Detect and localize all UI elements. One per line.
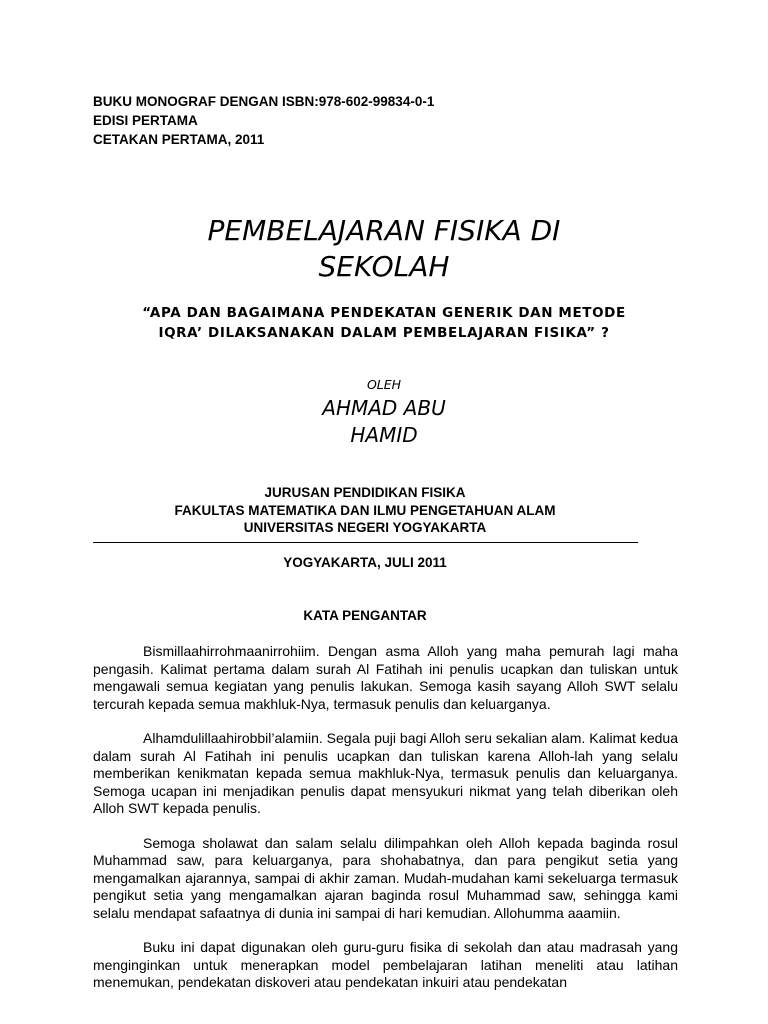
book-subtitle-line-1: “APA DAN BAGAIMANA PENDEKATAN GENERIK DAN METODE [142,305,626,321]
paragraph: Bismillaahirrohmaanirrohiim. Dengan asma Alloh yang maha pemurah lagi maha pengasih. Kalimat pertama dalam surah Al Fatihah ini penulis ucapkan dan tuliskan untuk mengawali semua kegiatan yang penulis lakukan. Semoga kasih sayang Alloh SWT selalu tercurah kepada semua makhluk-Nya, termasuk penulis dan keluarganya. [93,643,678,712]
faculty-name: FAKULTAS MATEMATIKA DAN ILMU PENGETAHUAN ALAM [174,502,556,518]
author-name [0,395,768,449]
book-subtitle-line-2: IQRA’ DILAKSANAKAN DALAM PEMBELAJARAN FISIKA” ? [158,325,610,341]
book-title-line-2: SEKOLAH [318,250,450,283]
paragraph: Alhamdulillaahirobbil’alamiin. Segala puji bagi Alloh seru sekalian alam. Kalimat kedua dalam surah Al Fatihah ini penulis ucapkan dan tuliskan karena Alloh-lah yang selalu memberikan kenikmatan kepada semua makhluk-Nya, termasuk penulis dan keluarganya. Semoga ucapan ini menjadikan penulis dapat mensyukuri nikmat yang telah diberikan oleh Alloh SWT kepada penulis. [93,730,678,816]
university-name: UNIVERSITAS NEGERI YOGYAKARTA [243,520,487,535]
department-name: JURUSAN PENDIDIKAN FISIKA [264,485,466,500]
horizontal-divider [93,542,638,543]
book-subtitle [0,303,768,343]
book-title-line-1: PEMBELAJARAN FISIKA DI [207,214,561,247]
byline-label: OLEH [366,377,402,392]
printing-line: CETAKAN PERTAMA, 2011 [93,132,265,147]
preface-body [93,643,678,1009]
section-heading: KATA PENGANTAR [303,608,427,623]
paragraph: Buku ini dapat digunakan oleh guru-guru fisika di sekolah dan atau madrasah yang menginginkan untuk menerapkan model pembelajaran latihan meneliti atau latihan menemukan, pendekatan diskoveri atau pendekatan inkuiri atau pendekatan [93,939,678,990]
author-name-line-1: AHMAD ABU [322,396,446,420]
book-title [0,213,768,285]
author-name-line-2: HAMID [350,423,418,447]
institution-block [93,484,637,537]
paragraph: Semoga sholawat dan salam selalu dilimpahkan oleh Alloh kepada baginda rosul Muhammad saw, para keluarganya, para shohabatnya, dan para pengikut setia yang mengamalkan ajarannya, sampai di akhir zaman. Mudah-mudahan kami sekeluarga termasuk pengikut setia yang mengamalkan ajaran baginda rosul Muhammad saw, sehingga kami selalu mendapat safaatnya di dunia ini sampai di hari kemudian. Allohumma aaamiin. [93,834,678,921]
place-date: YOGYAKARTA, JULI 2011 [283,555,447,570]
publication-info [93,92,434,149]
edition-line: EDISI PERTAMA [93,113,198,128]
isbn-line: BUKU MONOGRAF DENGAN ISBN:978-602-99834-0-1 [93,94,435,109]
